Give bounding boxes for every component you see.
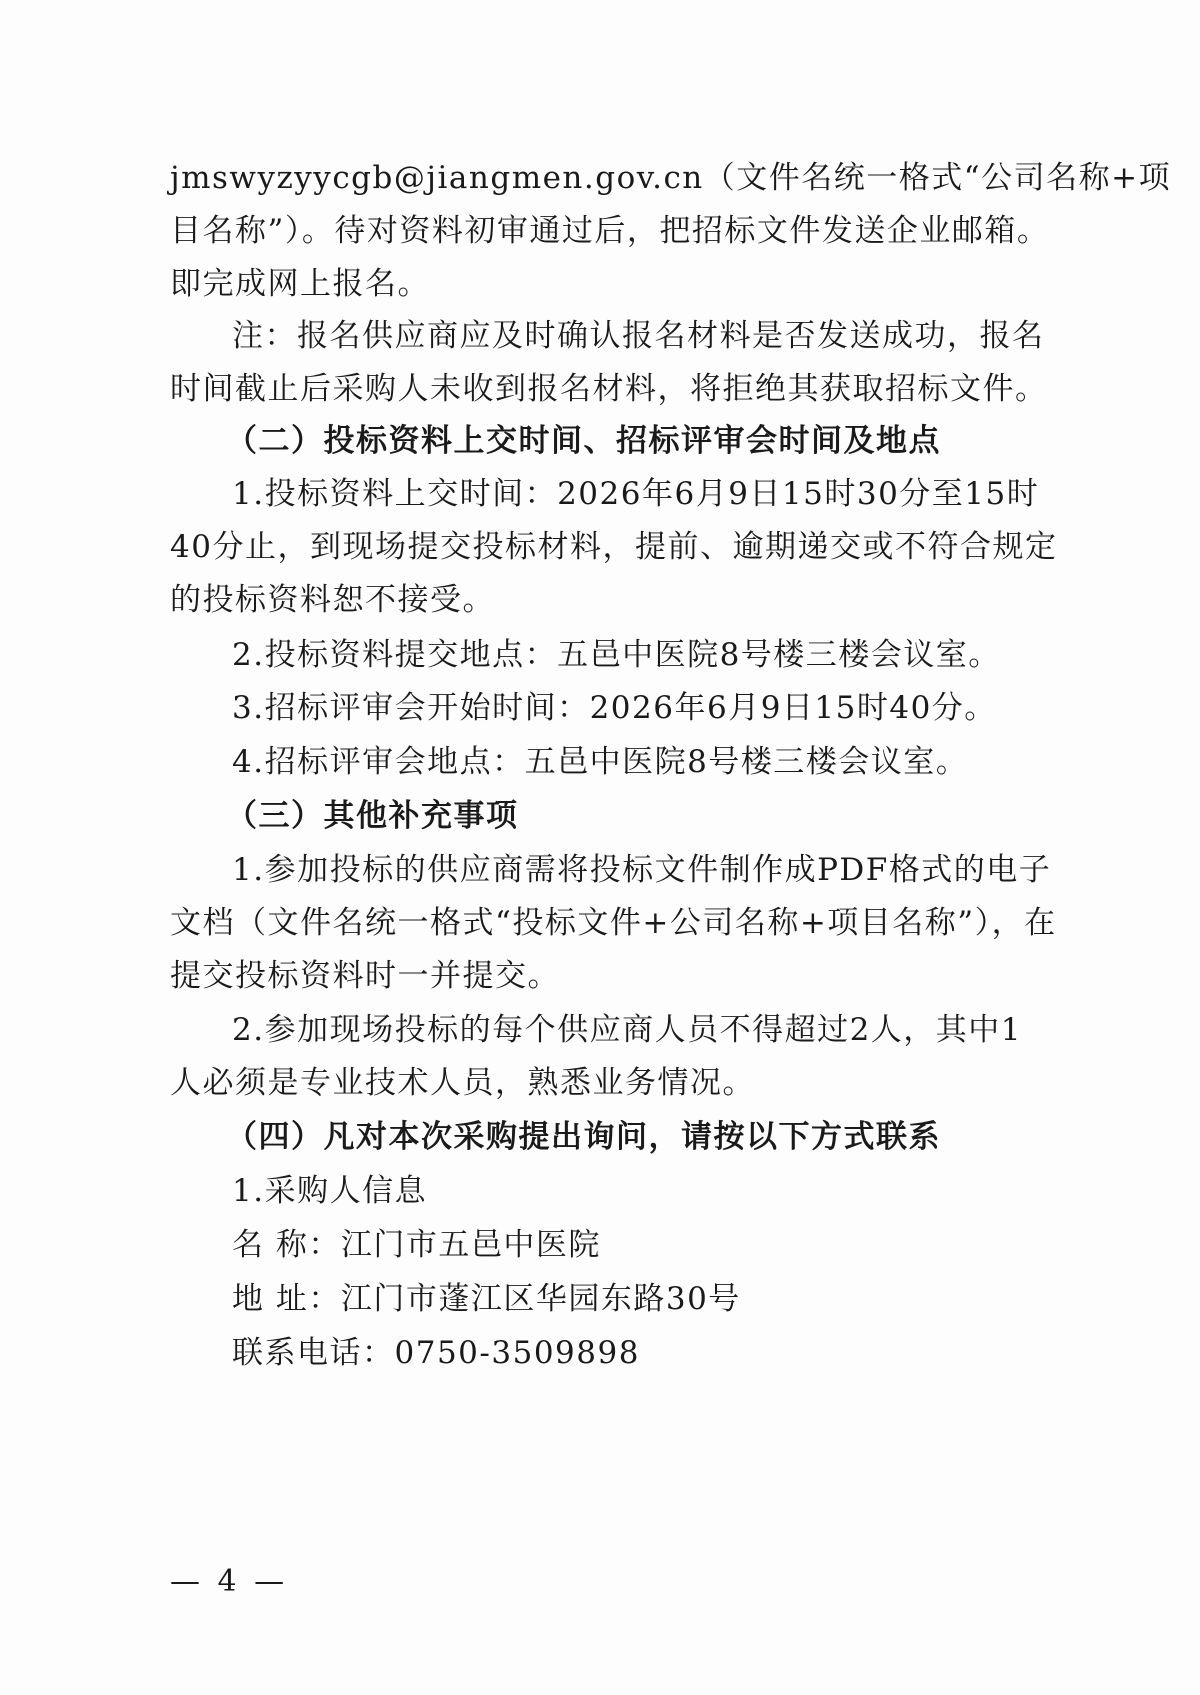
text-line: jmswyzyycgb@jiangmen.gov.cn（文件名统一格式“公司名称+项: [170, 160, 1172, 196]
contact-address: 地 址：江门市蓬江区华园东路30号: [232, 1281, 741, 1317]
text-line: 1.投标资料上交时间：2026年6月9日15时30分至15时: [232, 476, 1040, 512]
text-line: 时间截止后采购人未收到报名材料，将拒绝其获取招标文件。: [170, 371, 1048, 407]
text-line: 文档（文件名统一格式“投标文件+公司名称+项目名称”），在: [170, 905, 1057, 941]
text-line: 即完成网上报名。: [170, 266, 430, 302]
text-line: 目名称”）。待对资料初审通过后，把招标文件发送企业邮箱。: [170, 213, 1050, 249]
page-number: — 4 —: [170, 1564, 289, 1599]
text-line: 40分止，到现场提交投标材料，提前、逾期递交或不符合规定: [170, 529, 1058, 565]
text-line: 1.采购人信息: [232, 1173, 428, 1209]
text-line: 2.参加现场投标的每个供应商人员不得超过2人，其中1: [232, 1012, 1023, 1048]
text-line: 注：报名供应商应及时确认报名材料是否发送成功，报名: [232, 318, 1045, 354]
text-line: 1.参加投标的供应商需将投标文件制作成PDF格式的电子: [232, 852, 1052, 888]
contact-name: 名 称：江门市五邑中医院: [232, 1227, 601, 1263]
text-line: 2.投标资料提交地点：五邑中医院8号楼三楼会议室。: [232, 637, 1001, 673]
text-line: 3.招标评审会开始时间：2026年6月9日15时40分。: [232, 690, 997, 726]
text-line: 提交投标资料时一并提交。: [170, 958, 560, 994]
text-line: 人必须是专业技术人员，熟悉业务情况。: [170, 1065, 755, 1101]
section-heading: （三）其他补充事项: [226, 798, 519, 834]
text-line: 的投标资料恕不接受。: [170, 582, 495, 618]
contact-phone: 联系电话：0750-3509898: [232, 1335, 640, 1371]
section-heading: （四）凡对本次采购提出询问，请按以下方式联系: [226, 1119, 941, 1155]
section-heading: （二）投标资料上交时间、招标评审会时间及地点: [226, 423, 941, 459]
text-line: 4.招标评审会地点：五邑中医院8号楼三楼会议室。: [232, 744, 969, 780]
